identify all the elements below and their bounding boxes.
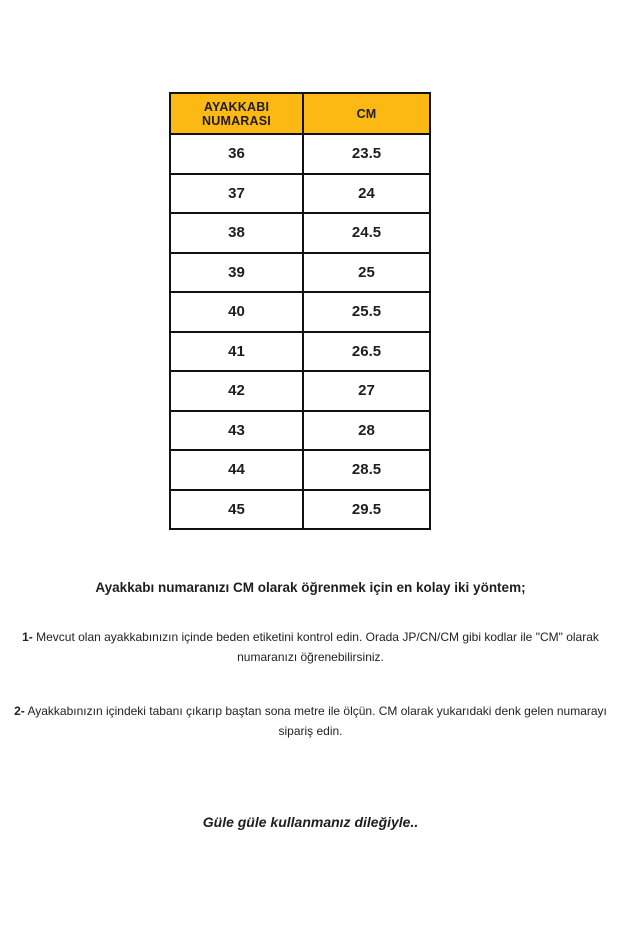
table-row — [170, 213, 430, 253]
instruction-2-number: 2- — [14, 704, 25, 718]
instruction-1-number: 1- — [22, 630, 33, 644]
size-cell: 37 — [170, 174, 303, 214]
table-row — [170, 332, 430, 372]
cm-cell: 28 — [303, 411, 430, 451]
cm-cell: 29.5 — [303, 490, 430, 530]
instruction-1-text: Mevcut olan ayakkabınızın içinde beden etiketini kontrol edin. Orada JP/CN/CM gibi kodlar ile "CM" olarak numaranızı öğrenebilirsiniz. — [32, 630, 599, 664]
table-row — [170, 411, 430, 451]
header-cell-shoe-size: AYAKKABI NUMARASI — [170, 93, 303, 134]
instruction-1 — [0, 627, 621, 667]
cm-cell: 25 — [303, 253, 430, 293]
cm-cell: 28.5 — [303, 450, 430, 490]
table-row — [170, 253, 430, 293]
size-cell: 45 — [170, 490, 303, 530]
size-cell: 42 — [170, 371, 303, 411]
farewell-note: Güle güle kullanmanız dileğiyle.. — [202, 814, 419, 830]
cm-cell: 23.5 — [303, 134, 430, 174]
cm-cell: 24.5 — [303, 213, 430, 253]
cm-cell: 27 — [303, 371, 430, 411]
size-cell: 41 — [170, 332, 303, 372]
size-cell: 36 — [170, 134, 303, 174]
size-cell: 40 — [170, 292, 303, 332]
size-table — [169, 92, 431, 530]
table-row — [170, 174, 430, 214]
size-cell: 44 — [170, 450, 303, 490]
table-row — [170, 371, 430, 411]
instruction-2 — [0, 701, 621, 741]
header-cell-cm: CM — [303, 93, 430, 134]
table-row — [170, 490, 430, 530]
table-row — [170, 292, 430, 332]
cm-cell: 26.5 — [303, 332, 430, 372]
size-cell: 38 — [170, 213, 303, 253]
table-row — [170, 450, 430, 490]
size-cell: 43 — [170, 411, 303, 451]
heading-two-methods: Ayakkabı numaranızı CM olarak öğrenmek için en kolay iki yöntem; — [95, 580, 526, 595]
size-cell: 39 — [170, 253, 303, 293]
table-header-row — [170, 93, 430, 134]
cm-cell: 24 — [303, 174, 430, 214]
instruction-2-text: Ayakkabınızın içindeki tabanı çıkarıp baştan sona metre ile ölçün. CM olarak yukarıdaki denk gelen numarayı sipariş edin. — [24, 704, 607, 738]
cm-cell: 25.5 — [303, 292, 430, 332]
table-row — [170, 134, 430, 174]
